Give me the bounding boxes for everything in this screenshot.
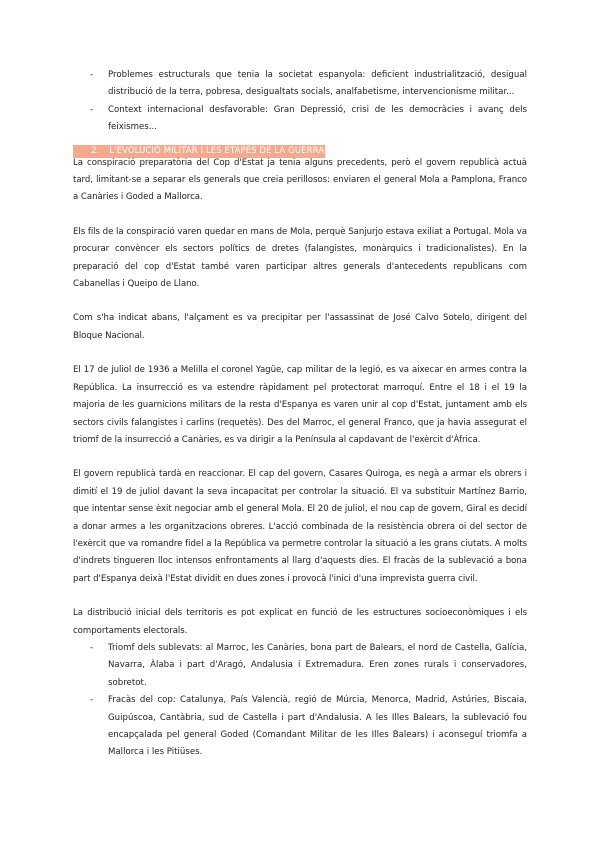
bullet-dash: - (90, 104, 94, 115)
paragraph: La distribució inicial dels territoris es pot explicat en funció de les estructures socioeconòmiques i els comportaments electorals. (73, 608, 527, 636)
paragraph-gap (73, 345, 527, 362)
bullet-text: Context internacional desfavorable: Gran Depressió, crisi de les democràcies i avanç dels feixismes... (108, 104, 527, 133)
intro-bullet-list (73, 67, 527, 137)
paragraph: Com s'ha indicat abans, l'alçament es va precipitar per l'assassinat de José Calvo Sotelo, dirigent del Bloque Nacional. (73, 313, 527, 341)
distribution-bullet-list (73, 640, 527, 762)
paragraph-gap (73, 588, 527, 605)
list-item (73, 692, 527, 762)
paragraph-gap (73, 449, 527, 466)
page-content (73, 67, 527, 762)
paragraph: El govern republicà tardà en reaccionar. El cap del govern, Casares Quiroga, es negà a armar els obrers i dimití el 19 de juliol davant la seva incapacitat per controlar la situació. El va substituir Martínez Barrio, que intentar sense èxit negociar amb el general Mola. El 20 de juliol, el nou cap de govern, Giral es decidí a donar armes a les organitzacions obreres. L'acció combinada de la resistència obrera oi del sector de l'exèrcit que va romandre fidel a la República va permetre controlar la situació a les grans ciutats. A molts d'indrets tingueren lloc intensos enfrontaments al llarg d'aquests dies. El fracàs de la sublevació a bona part d'Espanya deixà l'Estat dividit en dues zones i provocà l'inici d'una imprevista guerra civil. (73, 469, 527, 584)
paragraph-gap (73, 293, 527, 310)
section-heading-row (73, 138, 527, 155)
bullet-dash: - (90, 70, 94, 80)
paragraph: La conspiració preparatòria del Cop d'Estat ja tenia alguns precedents, però el govern republicà actuà tard, limitant-se a separar els generals que creia perillosos: enviaren el general Mola a Pamplona, Franco a Canàries i Goded a Mallorca. (73, 157, 527, 203)
list-item (73, 102, 527, 137)
list-item (73, 67, 527, 102)
bullet-dash: - (90, 642, 94, 653)
list-item (73, 640, 527, 692)
bullet-text: Triomf dels sublevats: al Marroc, les Canàries, bona part de Balears, el nord de Castella, Galícia, Navarra, Àlaba i part d'Aragó, Andalusia i Extremadura. Eren zones rurals i conservadores, sobretot. (108, 642, 527, 688)
section-number: 2. (91, 145, 100, 156)
bullet-text: Fracàs del cop: Catalunya, País Valencià, regió de Múrcia, Menorca, Madrid, Astúries, Biscaia, Guipúscoa, Cantàbria, sud de Castella i part d'Andalusia. A les Illes Balears, la sublevació fou encapçalada pel general Goded (Comandant Militar de les Illes Balears) i aconseguí triomfa a Mallorca i les Pitiüses. (108, 695, 527, 758)
paragraph: El 17 de juliol de 1936 a Melilla el coronel Yagüe, cap militar de la legió, es va aixecar en armes contra la República. La insurrecció es va estendre ràpidament pel protectorat marroquí. Entre el 18 i el 19 la majoria de les guarnicions militars de la resta d'Espanya es varen unir al cop d'Estat, juntament amb els sectors civils falangistes i carlins (requetès). Des del Marroc, el general Franco, que ja havia assegurat el triomf de la insurrecció a Canàries, es va dirigir a la Península al capdavant de l'exèrcit d'Àfrica. (73, 365, 527, 445)
paragraph-gap (73, 207, 527, 224)
bullet-text: Problemes estructurals que tenia la societat espanyola: deficient industrialització, desigual distribució de la terra, pobresa, desigualtats socials, analfabetisme, intervencionisme militar... (108, 70, 527, 98)
bullet-dash: - (90, 695, 94, 706)
section-title: L'EVOLUCIÓ MILITAR I LES ETAPES DE LA GUERRA (109, 145, 325, 156)
paragraph: Els fils de la conspiració varen quedar en mans de Mola, perquè Sanjurjo estava exiliat a Portugal. Mola va procurar convèncer els sectors polítics de dretes (falangistes, monàrquics i tradicionalistes). En la preparació del cop d'Estat també varen participar altres generals d'antecedents republicans com Cabanellas i Queipo de Llano. (73, 226, 527, 290)
